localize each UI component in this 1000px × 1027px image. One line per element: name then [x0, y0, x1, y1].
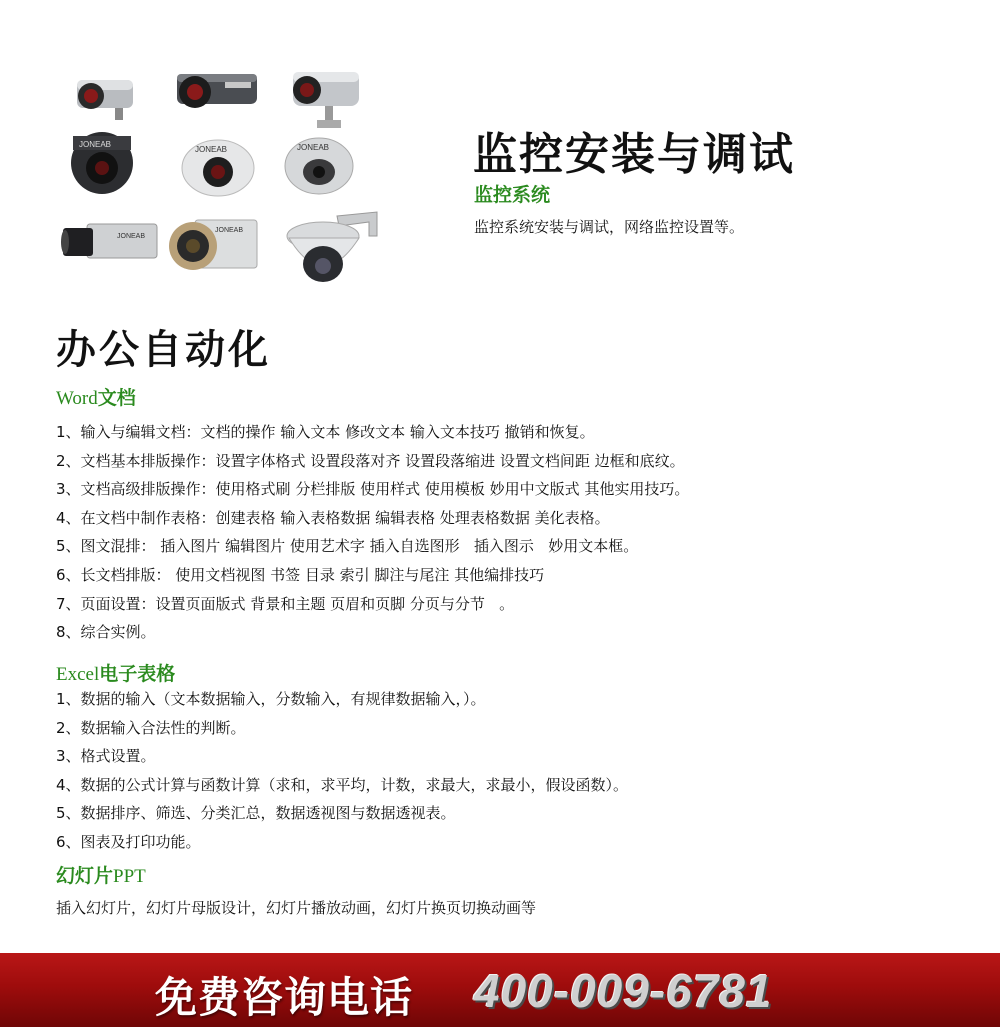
- dome-camera-black-image: [69, 130, 135, 196]
- camera-brand-text: JONEAB: [79, 140, 112, 149]
- list-item: 6、图表及打印功能。: [56, 832, 201, 851]
- free-consultation-label: 免费咨询电话: [155, 973, 414, 1022]
- monitoring-subtitle: 监控系统: [474, 184, 551, 206]
- list-item: 4、在文档中制作表格：创建表格 输入表格数据 编辑表格 处理表格数据 美化表格。: [56, 508, 610, 527]
- list-item: 6、长文档排版： 使用文档视图 书签 目录 索引 脚注与尾注 其他编排技巧: [56, 565, 545, 584]
- camera-brand-text: JONEAB: [195, 145, 228, 154]
- camera-brand-text: JONEAB: [297, 143, 330, 152]
- ptz-speed-dome-image: [277, 206, 381, 290]
- ppt-heading-zh: 幻灯片: [56, 865, 114, 887]
- bullet-camera-image: [173, 68, 263, 116]
- dome-camera-white-image: [179, 130, 257, 198]
- list-item: 2、数据输入合法性的判断。: [56, 718, 246, 737]
- consultation-banner: [0, 953, 1000, 1027]
- ppt-heading-en: PPT: [113, 866, 146, 887]
- hotline-phone-number[interactable]: 400-009-6781: [474, 965, 773, 1017]
- word-heading-en: Word: [56, 388, 98, 409]
- list-item: 3、格式设置。: [56, 747, 156, 766]
- ppt-heading: [56, 861, 146, 888]
- list-item: 7、页面设置：设置页面版式 背景和主题 页眉和页脚 分页与分节 。: [56, 594, 515, 613]
- camera-brand-text: JONEAB: [215, 227, 244, 234]
- dome-camera-gray-image: [283, 130, 355, 196]
- bullet-camera-image: [75, 72, 145, 122]
- word-heading: [56, 383, 136, 410]
- camera-product-grid: [55, 62, 385, 294]
- box-camera-image: [59, 214, 159, 270]
- list-item: 5、图文混排： 插入图片 编辑图片 使用艺术字 插入自选图形 插入图示 妙用文本框。: [56, 537, 639, 556]
- list-item: 1、输入与编辑文档：文档的操作 输入文本 修改文本 输入文本技巧 撤销和恢复。: [56, 423, 595, 441]
- list-item: 3、文档高级排版操作：使用格式刷 分栏排版 使用样式 使用模板 妙用中文版式 其他实用技巧。: [56, 480, 690, 499]
- ppt-description: 插入幻灯片，幻灯片母版设计，幻灯片播放动画，幻灯片换页切换动画等: [56, 899, 537, 917]
- monitoring-title: 监控安装与调试: [473, 129, 795, 180]
- excel-heading: [56, 659, 175, 686]
- monitoring-description: 监控系统安装与调试，网络监控设置等。: [474, 218, 745, 236]
- camera-brand-text: JONEAB: [117, 233, 146, 240]
- list-item: 2、文档基本排版操作：设置字体格式 设置段落对齐 设置段落缩进 设置文档间距 边框和底纹。: [56, 451, 685, 470]
- list-item: 4、数据的公式计算与函数计算（求和，求平均，计数，求最大，求最小，假设函数）。: [56, 775, 629, 794]
- excel-course-list: [56, 685, 628, 857]
- list-item: 1、数据的输入（文本数据输入，分数输入，有规律数据输入，）。: [56, 690, 486, 708]
- zoom-camera-image: [165, 212, 261, 278]
- word-course-list: [56, 418, 689, 647]
- list-item: 5、数据排序、筛选、分类汇总，数据透视图与数据透视表。: [56, 804, 456, 823]
- excel-heading-zh: 电子表格: [99, 663, 176, 685]
- bullet-camera-bracket-image: [287, 68, 367, 130]
- office-automation-title: 办公自动化: [56, 327, 271, 373]
- excel-heading-en: Excel: [56, 664, 100, 685]
- word-heading-zh: 文档: [97, 387, 136, 409]
- list-item: 8、综合实例。: [56, 623, 156, 642]
